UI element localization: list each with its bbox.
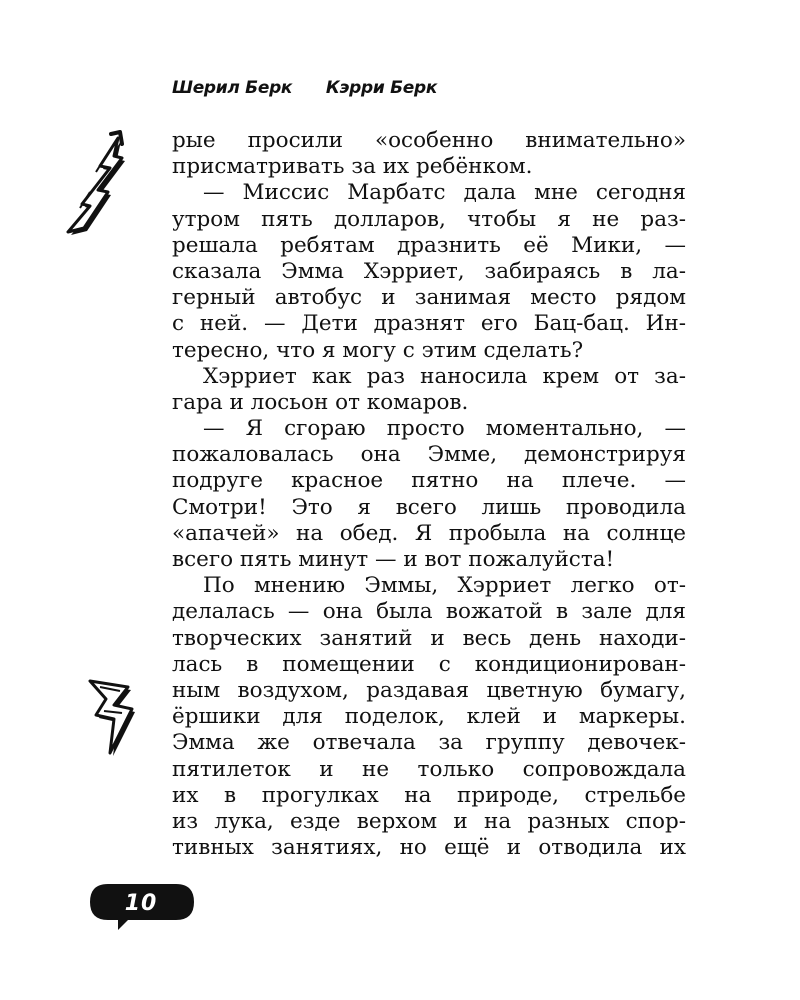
- text-line: рые просили «особенно внимательно»: [172, 128, 686, 153]
- text-line: — Миссис Марбатс дала мне сегодня: [203, 180, 686, 206]
- text-line: — Я сгораю просто моментально, —: [203, 416, 686, 442]
- text-line: По мнению Эммы, Хэрриет легко от-: [203, 573, 686, 599]
- text-line: утром пять долларов, чтобы я не раз-: [172, 206, 686, 232]
- lightning-bolt-icon: [84, 675, 142, 757]
- text-line: пожаловалась она Эмме, демонстрируя: [172, 442, 686, 468]
- text-line: делалась — она была вожатой в зале для: [172, 599, 686, 625]
- text-line: решала ребятам дразнить её Мики, —: [172, 232, 686, 258]
- running-header: [172, 78, 437, 98]
- text-line: ным воздухом, раздавая цветную бумагу,: [172, 677, 686, 703]
- text-line: Эмма же отвечала за группу девочек-: [172, 730, 686, 756]
- text-line: лась в помещении с кондиционирован-: [172, 651, 686, 677]
- text-line: всего пять минут — и вот пожалуйста!: [172, 547, 615, 572]
- text-line: подруге красное пятно на плече. —: [172, 468, 686, 494]
- text-line: «апачей» на обед. Я пробыла на солнце: [172, 520, 686, 546]
- lightning-arrow-icon: [60, 128, 132, 236]
- text-line: пятилеток и не только сопровождала: [172, 756, 686, 782]
- text-line: присматривать за их ребёнком.: [172, 154, 533, 180]
- text-line: ёршики для поделок, клей и маркеры.: [172, 704, 686, 730]
- text-line: гара и лосьон от комаров.: [172, 389, 469, 415]
- header-author-1: Шерил Берк: [172, 78, 293, 98]
- text-line: герный автобус и занимая место рядом: [172, 285, 686, 311]
- text-line: с ней. — Дети дразнят его Бац-бац. Ин-: [172, 311, 686, 337]
- text-line: тивных занятиях, но ещё и отводила их: [172, 835, 686, 861]
- text-line: творческих занятий и весь день находи-: [172, 625, 686, 651]
- text-line: их в прогулках на природе, стрельбе: [172, 782, 686, 808]
- text-line: Хэрриет как раз наносила крем от за-: [203, 363, 686, 389]
- header-author-2: Кэрри Берк: [325, 78, 438, 98]
- text-line: из лука, езде верхом и на разных спор-: [172, 808, 686, 834]
- page-body-text: [172, 128, 686, 861]
- text-line: тересно, что я могу с этим сделать?: [172, 337, 584, 363]
- text-line: Смотри! Это я всего лишь проводила: [172, 494, 686, 520]
- page-number: 10: [124, 891, 158, 916]
- text-line: сказала Эмма Хэрриет, забираясь в ла-: [172, 258, 686, 284]
